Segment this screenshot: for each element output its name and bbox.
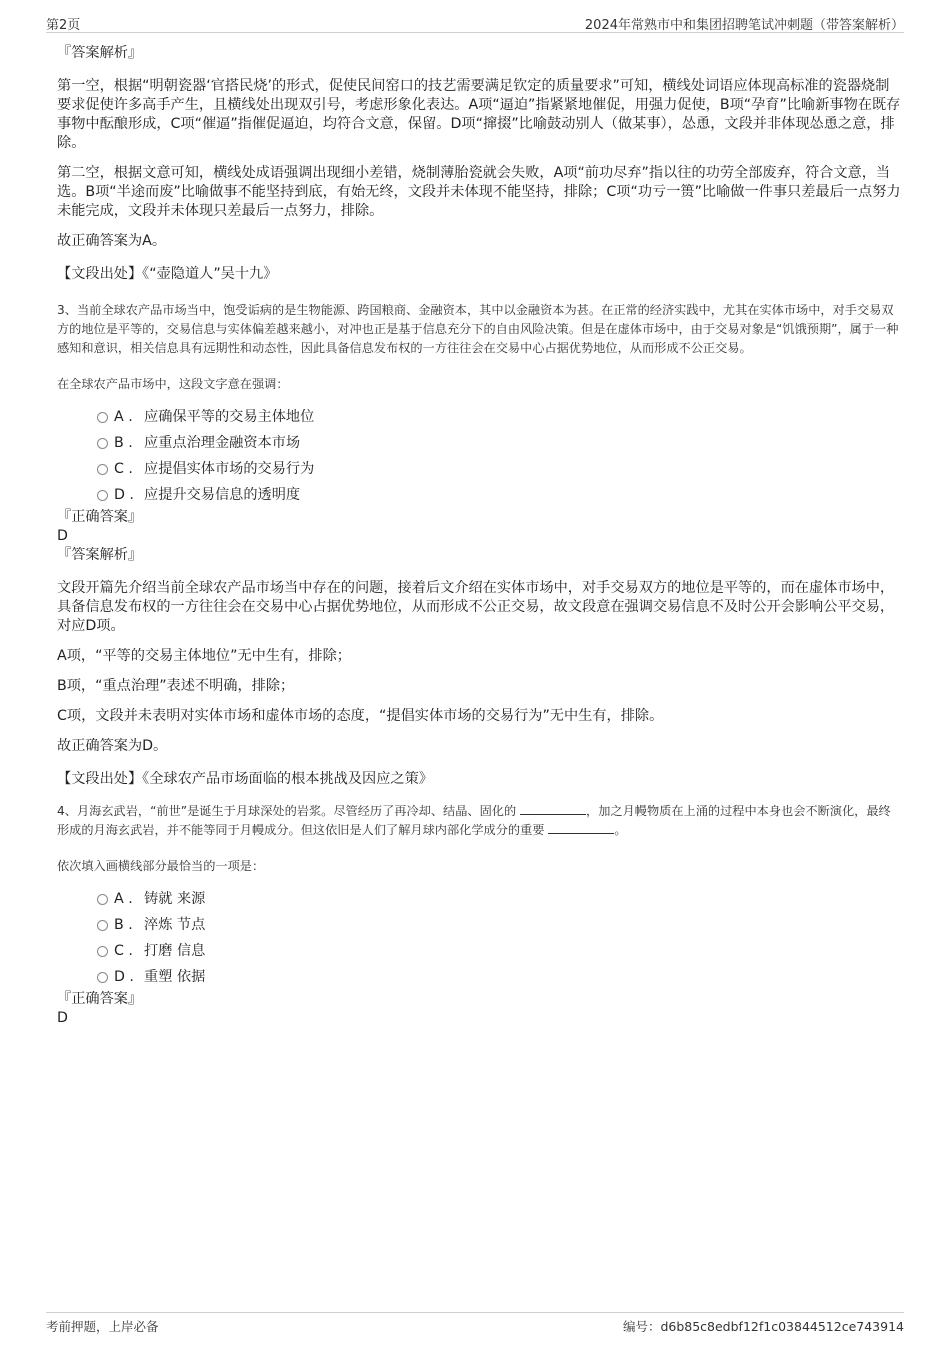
option-a[interactable]: A . 铸就 来源: [57, 886, 902, 912]
document-id: 编号：d6b85c8edbf12f1c03844512ce743914: [622, 1319, 904, 1334]
analysis-paragraph: B项，“重点治理”表述不明确，排除；: [57, 678, 295, 694]
option-c[interactable]: C . 打磨 信息: [57, 938, 902, 964]
radio-icon[interactable]: [97, 490, 108, 501]
fill-blank: [548, 821, 614, 834]
page-header: [46, 12, 904, 33]
analysis-tag: 『答案解析』: [57, 547, 143, 563]
question-4-options: [57, 886, 902, 990]
page-number: 第2页: [46, 18, 81, 33]
question-3-text: 3、当前全球农产品市场当中，饱受诟病的是生物能源、跨国粮商、金融资本，其中以金融资本为甚。在正常的经济实践中，尤其在实体市场中，对手交易双方的地位是平等的，交易信息与实体偏差越来越小，对冲也正是基于信息充分下的自由风险决策。但是在虚体市场中，由于交易对象是“饥饿预期”，属于一种感知和意识，相关信息具有远期性和动态性，因此具备信息发布权的一方往往会在交易中心占据优势地位，从而形成不公正交易。: [57, 303, 899, 355]
option-c[interactable]: C . 应提倡实体市场的交易行为: [57, 456, 902, 482]
page-footer: [46, 1312, 904, 1335]
radio-icon[interactable]: [97, 438, 108, 449]
option-b[interactable]: B . 淬炼 节点: [57, 912, 902, 938]
radio-icon[interactable]: [97, 412, 108, 423]
question-3-options: [57, 404, 902, 508]
radio-icon[interactable]: [97, 920, 108, 931]
question-4-text: 4、月海玄武岩，“前世”是诞生于月球深处的岩浆。尽管经历了再冷却、结晶、固化的 ，加之月幔物质在上涌的过程中本身也会不断演化，最终形成的月海玄武岩，并不能等同于月幔成分。但这依旧是人们了解月球内部化学成分的重要 。: [57, 804, 891, 837]
analysis-paragraph: 故正确答案为A。: [57, 233, 167, 249]
radio-icon[interactable]: [97, 972, 108, 983]
document-title: 2024年常熟市中和集团招聘笔试冲刺题（带答案解析）: [584, 18, 904, 33]
radio-icon[interactable]: [97, 464, 108, 475]
correct-answer-tag: 『正确答案』: [57, 509, 143, 525]
question-3-prompt: 在全球农产品市场中，这段文字意在强调：: [57, 377, 289, 391]
source-line: 【文段出处】《“壶隐道人”吴十九》: [57, 266, 278, 282]
radio-icon[interactable]: [97, 946, 108, 957]
option-b[interactable]: B . 应重点治理金融资本市场: [57, 430, 902, 456]
analysis-paragraph: C项，文段并未表明对实体市场和虚体市场的态度，“提倡实体市场的交易行为”无中生有，排除。: [57, 708, 664, 724]
option-d[interactable]: D . 应提升交易信息的透明度: [57, 482, 902, 508]
footer-slogan: 考前押题，上岸必备: [46, 1319, 159, 1334]
question-4-prompt: 依次填入画横线部分最恰当的一项是：: [57, 859, 265, 873]
analysis-paragraph: A项，“平等的交易主体地位”无中生有，排除；: [57, 648, 351, 664]
radio-icon[interactable]: [97, 894, 108, 905]
analysis-paragraph: 第二空，根据文意可知，横线处成语强调出现细小差错，烧制薄胎瓷就会失败，A项“前功尽弃”指以往的功劳全部废弃，符合文意，当选。B项“半途而废”比喻做事不能坚持到底，有始无终，文段并未体现不能坚持，排除；C项“功亏一篑”比喻做一件事只差最后一点努力未能完成，文段并未体现只差最后一点努力，排除。: [57, 165, 901, 219]
option-d[interactable]: D . 重塑 依据: [57, 964, 902, 990]
analysis-paragraph: 故正确答案为D。: [57, 738, 168, 754]
correct-answer: D: [57, 528, 68, 544]
correct-answer-tag: 『正确答案』: [57, 991, 143, 1007]
analysis-paragraph: 第一空，根据“明朝瓷器‘官搭民烧’的形式，促使民间窑口的技艺需要满足钦定的质量要求”可知，横线处词语应体现高标准的瓷器烧制要求促使许多高手产生，且横线处出现双引号，考虑形象化表达。A项“逼迫”指紧紧地催促，用强力促使，B项“孕育”比喻新事物在既存事物中酝酿形成，C项“催逼”指催促逼迫，均符合文意，保留。D项“撺掇”比喻鼓动别人（做某事），怂恿，文段并非体现怂恿之意，排除。: [57, 78, 901, 151]
option-a[interactable]: A . 应确保平等的交易主体地位: [57, 404, 902, 430]
analysis-paragraph: 文段开篇先介绍当前全球农产品市场当中存在的问题，接着后文介绍在实体市场中，对手交易双方的地位是平等的，而在虚体市场中，具备信息发布权的一方往往会在交易中心占据优势地位，从而形成不公正交易，故文段意在强调交易信息不及时公开会影响公平交易，对应D项。: [57, 580, 895, 634]
fill-blank: [520, 802, 586, 815]
correct-answer: D: [57, 1010, 68, 1026]
analysis-tag: 『答案解析』: [57, 45, 143, 61]
source-line: 【文段出处】《全球农产品市场面临的根本挑战及因应之策》: [57, 771, 433, 787]
page-content: [57, 44, 902, 1028]
